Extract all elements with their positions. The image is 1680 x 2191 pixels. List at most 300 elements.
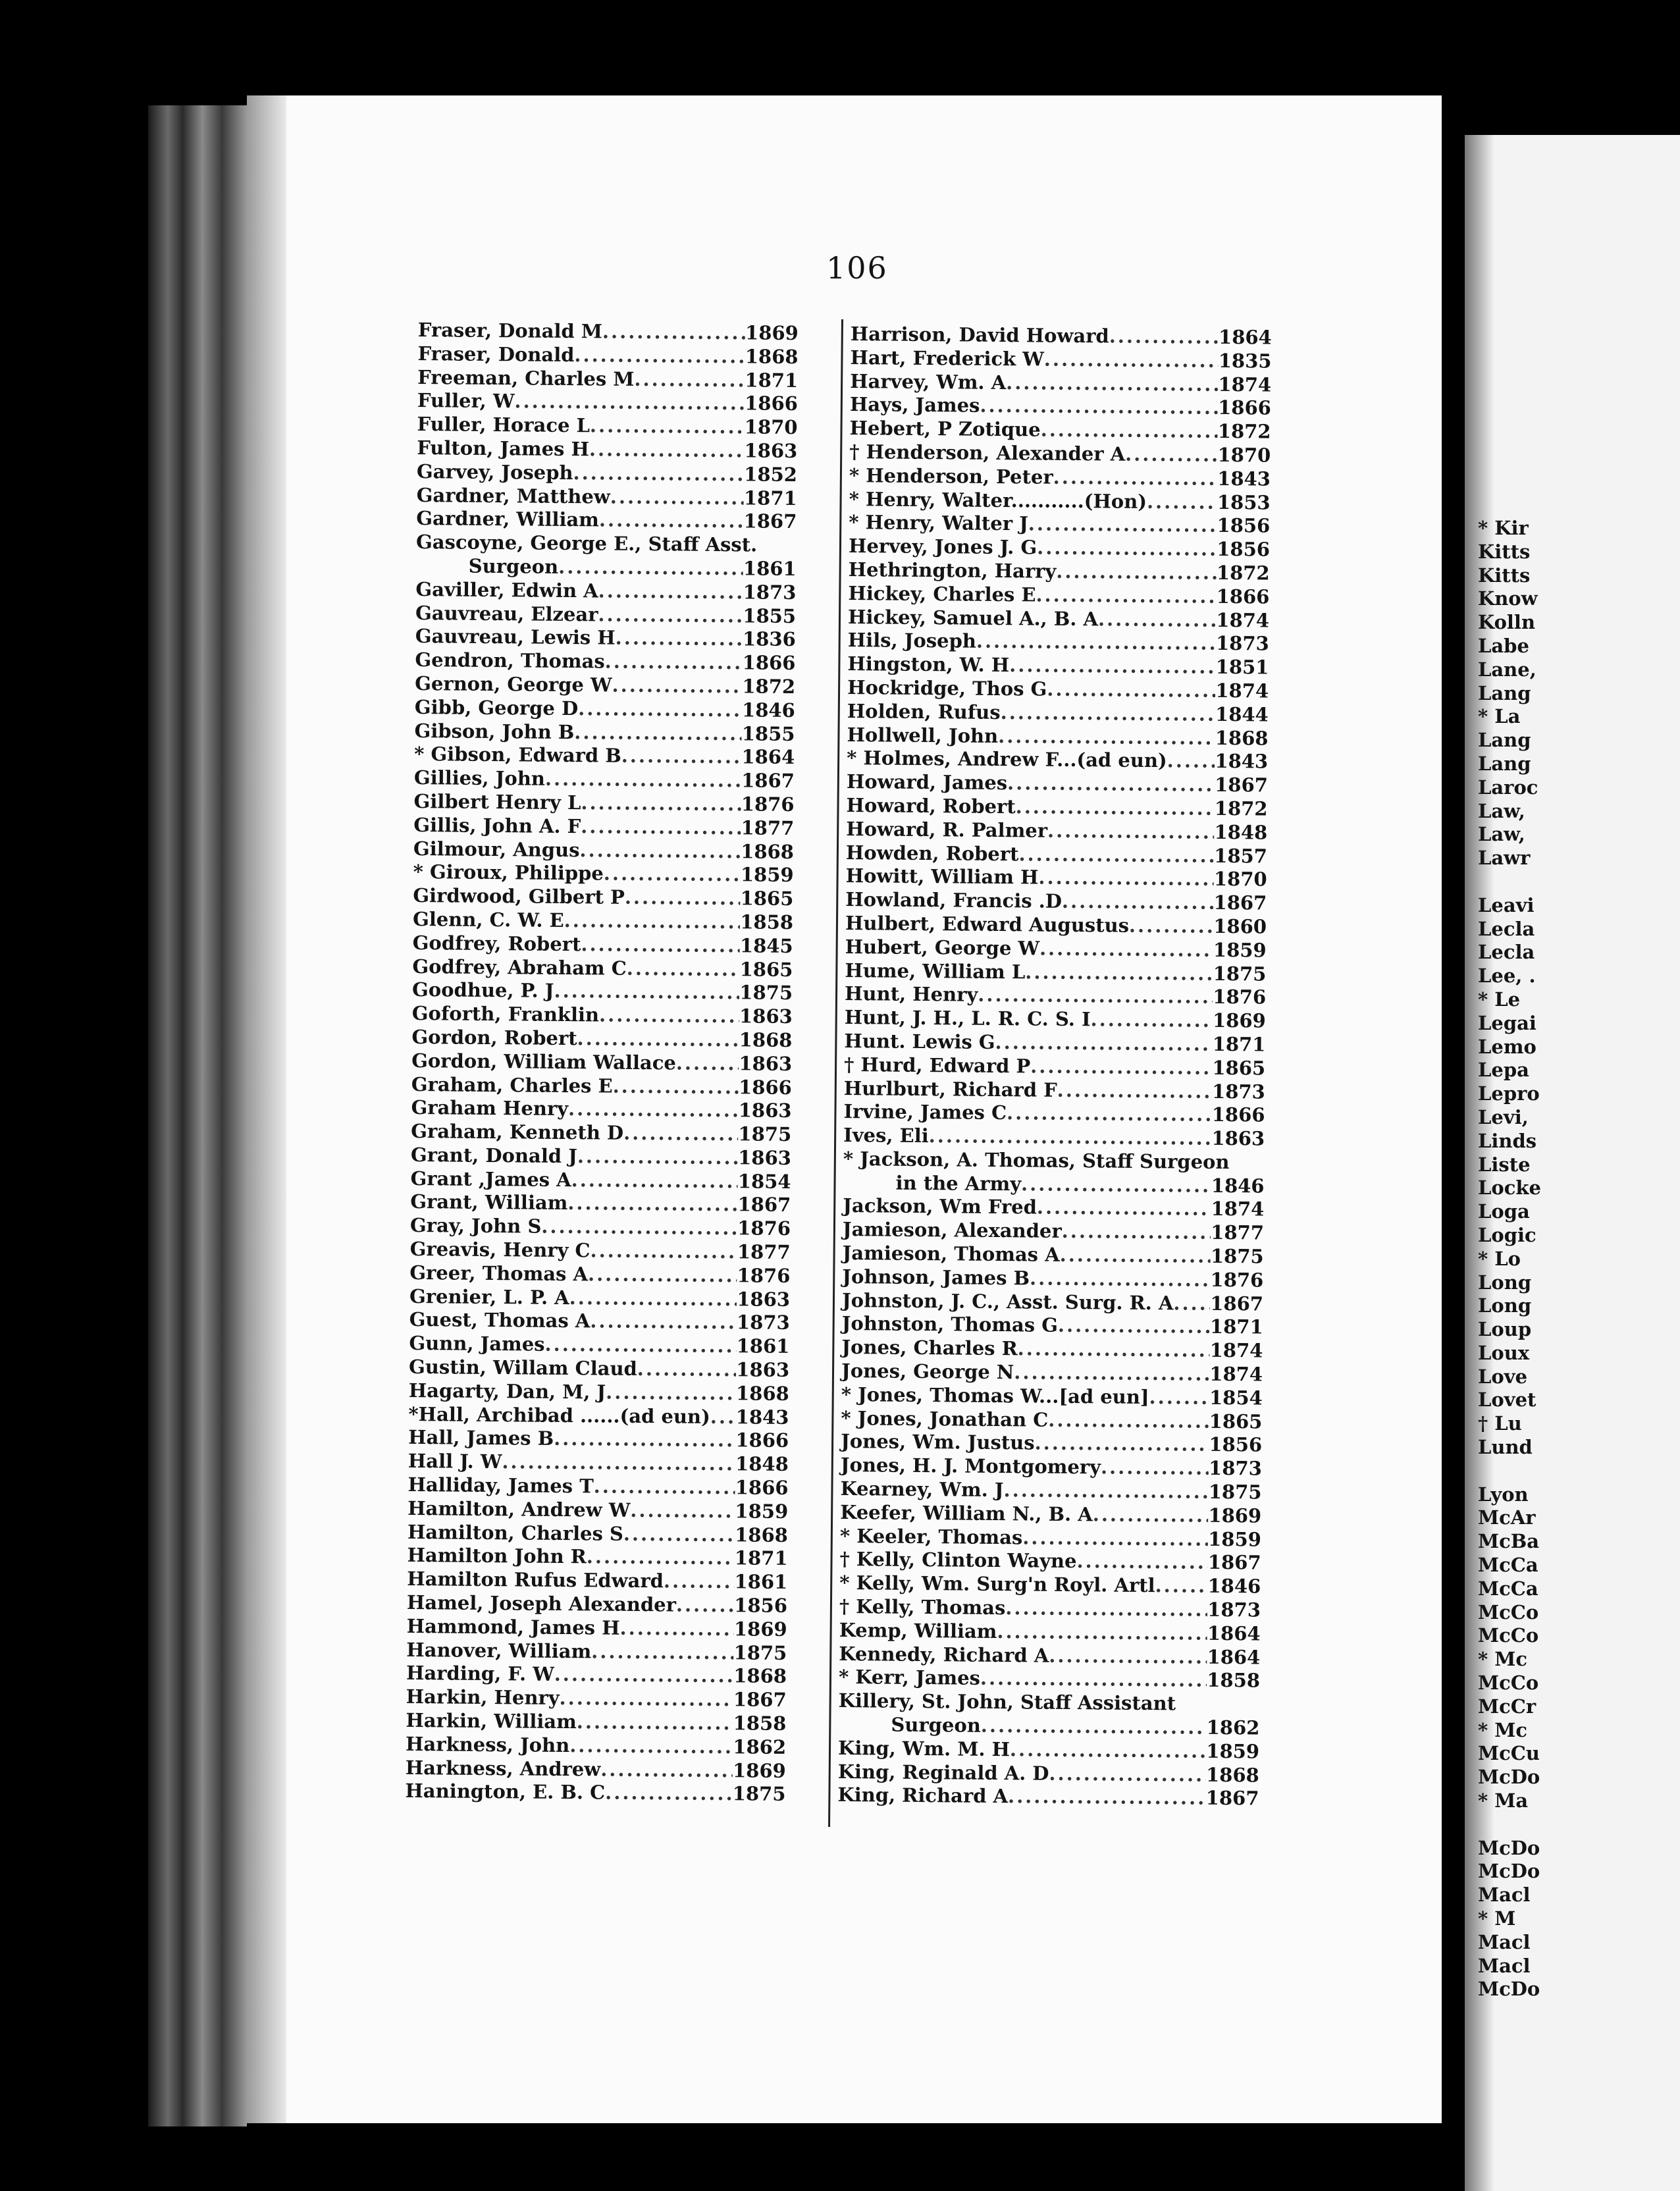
truncated-entry: Law,	[1478, 799, 1525, 822]
entry-name: Gauvreau, Elzear	[415, 601, 598, 625]
entry-year: 1867	[1207, 1551, 1261, 1574]
entry-year: 1875	[733, 1641, 787, 1664]
directory-entry	[846, 864, 1267, 891]
truncated-entry: Lang	[1478, 681, 1531, 704]
dot-leader	[541, 1215, 737, 1240]
entry-name: Gascoyne, George E., Staff Asst.	[415, 531, 758, 556]
directory-entry	[849, 511, 1270, 538]
entry-name: * Giroux, Philippe	[413, 860, 604, 885]
directory-entry	[417, 366, 798, 393]
entry-name: Howden, Robert	[845, 841, 1019, 865]
entry-year: 1856	[1217, 514, 1271, 537]
dot-leader	[980, 394, 1218, 420]
directory-entry	[843, 1100, 1265, 1127]
dot-leader	[1147, 490, 1217, 515]
directory-entry	[410, 1238, 791, 1265]
dot-leader	[1056, 560, 1217, 585]
truncated-entry	[1478, 1460, 1680, 1483]
entry-year: 1848	[735, 1452, 789, 1476]
entry-year: 1835	[1218, 349, 1272, 373]
truncated-entry: McDo	[1478, 1978, 1540, 2001]
entry-year: 1877	[741, 816, 795, 839]
dot-leader	[1047, 819, 1215, 844]
dot-leader	[1007, 772, 1215, 797]
dot-leader	[571, 1169, 738, 1194]
entry-name: Hubert, George W	[845, 935, 1040, 960]
entry-year: 1864	[741, 745, 795, 769]
entry-year: 1872	[1214, 797, 1268, 820]
directory-entry	[841, 1454, 1262, 1481]
entry-name: Surgeon	[891, 1713, 982, 1737]
directory-entry	[414, 766, 795, 793]
directory-entry	[845, 936, 1267, 963]
truncated-entry	[1478, 870, 1680, 894]
entry-year: 1843	[1217, 467, 1271, 490]
entry-year: 1855	[743, 604, 797, 627]
truncated-entry: Lepa	[1478, 1059, 1529, 1082]
entry-year: 1863	[739, 1052, 793, 1075]
directory-entry	[409, 1261, 790, 1288]
entry-name: Graham, Kenneth D	[411, 1120, 624, 1144]
dot-leader	[1129, 914, 1214, 939]
dot-leader	[589, 438, 745, 463]
entry-name: * Kerr, James	[838, 1666, 981, 1690]
entry-year: 1852	[744, 463, 798, 486]
truncated-entry: Loga	[1478, 1200, 1530, 1223]
dot-leader	[1044, 348, 1219, 373]
entry-name: Killery, St. John, Staff Assistant	[838, 1689, 1176, 1715]
entry-year: 1863	[737, 1287, 791, 1311]
entry-name: Hamilton John R	[407, 1544, 587, 1568]
dot-leader	[1125, 443, 1218, 467]
entry-year: 1870	[744, 415, 798, 439]
directory-entry	[837, 1783, 1259, 1810]
entry-name: Girdwood, Gilbert P	[413, 884, 625, 909]
truncated-entry: Labe	[1478, 634, 1529, 657]
entry-name: Gilbert Henry L	[413, 789, 581, 814]
directory-entry	[843, 1148, 1265, 1175]
entry-year: 1873	[743, 581, 797, 604]
directory-entry	[413, 908, 793, 935]
entry-year: 1856	[1217, 538, 1271, 561]
entry-name: Johnston, Thomas G	[841, 1312, 1059, 1337]
entry-year: 1836	[742, 627, 796, 651]
entry-name: in the Army	[895, 1171, 1022, 1195]
directory-entry	[417, 413, 797, 440]
entry-year: 1869	[733, 1618, 787, 1641]
truncated-entry: Kitts	[1478, 564, 1531, 587]
dot-leader	[1039, 937, 1213, 962]
entry-name: Keefer, William N., B. A	[840, 1500, 1093, 1526]
directory-entry	[415, 696, 795, 723]
entry-name: * Keeler, Thomas	[839, 1524, 1023, 1548]
directory-entry	[417, 389, 798, 416]
dot-leader	[995, 1031, 1212, 1057]
dot-leader	[577, 1027, 739, 1052]
directory-entry	[840, 1501, 1261, 1528]
dot-leader	[1035, 1432, 1209, 1457]
dot-leader	[1036, 583, 1216, 608]
dot-leader	[569, 1286, 737, 1311]
entry-name: Gibson, John B	[414, 719, 575, 743]
entry-year: 1868	[735, 1523, 789, 1546]
directory-entry	[411, 1049, 792, 1076]
entry-name: Ives, Eli	[843, 1124, 929, 1148]
dot-leader	[1030, 1055, 1212, 1080]
truncated-entry: McCa	[1478, 1554, 1538, 1577]
dot-leader	[1090, 1008, 1213, 1032]
entry-name: Gaviller, Edwin A	[415, 577, 598, 602]
directory-entry	[417, 460, 797, 487]
dot-leader	[1173, 1292, 1210, 1315]
entry-year: 1868	[1215, 726, 1269, 750]
dot-leader	[573, 462, 744, 487]
entry-name: Surgeon	[468, 554, 559, 578]
entry-year: 1873	[1215, 632, 1269, 655]
entry-name: Greer, Thomas A	[409, 1261, 589, 1286]
entry-name: Hils, Joseph	[847, 629, 977, 653]
dot-leader	[599, 509, 744, 534]
entry-name: * Jones, Jonathan C	[841, 1406, 1049, 1431]
dot-leader	[602, 320, 745, 345]
truncated-entry: Lyon	[1478, 1483, 1529, 1506]
truncated-entry: Lang	[1478, 752, 1531, 775]
entry-year: 1867	[737, 1193, 791, 1217]
truncated-entry: Lang	[1478, 729, 1531, 752]
dot-leader	[619, 1617, 734, 1641]
entry-name: Harkness, Andrew	[405, 1756, 601, 1781]
entry-year: 1868	[739, 1028, 793, 1051]
dot-leader	[599, 1004, 739, 1029]
entry-name: Grant ,James A	[410, 1167, 571, 1191]
entry-name: Godfrey, Robert	[412, 931, 581, 955]
entry-year: 1875	[1213, 962, 1267, 986]
directory-entry	[843, 1194, 1264, 1221]
directory-entry	[407, 1473, 788, 1500]
directory-entry	[411, 1144, 791, 1171]
entry-year: 1863	[738, 1146, 792, 1169]
directory-entry	[848, 582, 1269, 609]
directory-entry	[849, 417, 1271, 444]
entry-year: 1846	[741, 699, 795, 722]
directory-entry	[407, 1615, 787, 1642]
dot-leader	[1047, 678, 1215, 703]
entry-name: Hammond, James H	[406, 1614, 620, 1639]
entry-year: 1865	[739, 957, 793, 981]
directory-entry	[843, 1242, 1264, 1269]
dot-leader	[613, 1074, 739, 1099]
directory-entry	[839, 1619, 1261, 1646]
entry-year: 1874	[1218, 373, 1272, 396]
directory-entry	[410, 1214, 791, 1241]
dot-leader	[981, 1714, 1207, 1740]
directory-entry	[843, 1171, 1264, 1198]
entry-name: Hall J. W	[407, 1450, 502, 1473]
truncated-entry: Lecla	[1478, 917, 1535, 940]
truncated-entry: * La	[1478, 705, 1521, 728]
directory-entry	[841, 1383, 1263, 1410]
directory-entry	[406, 1662, 787, 1689]
entry-name: Grant, William	[410, 1190, 568, 1215]
entry-name: Jones, Charles R	[841, 1336, 1018, 1360]
entry-name: Irvine, James C	[843, 1100, 1007, 1124]
entry-year: 1869	[732, 1758, 786, 1782]
directory-entry	[410, 1167, 791, 1194]
entry-year: 1863	[739, 1005, 793, 1028]
entry-year: 1858	[740, 911, 794, 934]
dot-leader	[598, 579, 743, 604]
dot-leader	[1057, 1078, 1213, 1103]
dot-leader	[1037, 1196, 1211, 1221]
entry-year: 1866	[1216, 585, 1270, 608]
entry-name: Godfrey, Abraham C	[412, 955, 627, 980]
dot-leader	[1038, 866, 1214, 891]
truncated-entry: * Mc	[1478, 1648, 1528, 1671]
dot-leader	[1037, 537, 1217, 562]
dot-leader	[577, 1710, 733, 1735]
entry-name: Howard, James	[846, 770, 1008, 795]
entry-year: 1846	[1207, 1575, 1261, 1598]
entry-year: 1843	[735, 1405, 789, 1429]
entry-year: 1867	[1205, 1787, 1259, 1810]
dot-leader	[590, 1239, 737, 1264]
directory-entry	[842, 1289, 1263, 1316]
entry-name: Hunt, J. H., L. R. C. S. I	[844, 1006, 1091, 1031]
directory-entry	[407, 1591, 787, 1618]
entry-year: 1876	[1210, 1268, 1264, 1292]
entry-year: 1854	[737, 1169, 791, 1193]
dot-leader	[1003, 1479, 1209, 1504]
truncated-entry: * Kir	[1478, 517, 1529, 539]
entry-year: 1868	[1205, 1763, 1259, 1787]
entry-name: Goodhue, P. J	[411, 978, 554, 1003]
truncated-entry: * Lo	[1478, 1247, 1521, 1270]
directory-entry	[850, 393, 1271, 420]
entry-name: Jackson, Wm Fred	[843, 1194, 1037, 1219]
dot-leader	[600, 1758, 733, 1783]
dot-leader	[1018, 1338, 1210, 1363]
entry-name: Howard, Robert	[846, 793, 1016, 818]
directory-entry	[851, 323, 1272, 350]
truncated-entry: * Mc	[1478, 1718, 1528, 1741]
directory-entry	[407, 1568, 787, 1595]
directory-entry	[413, 790, 794, 817]
dot-leader	[1016, 795, 1215, 820]
directory-entry	[839, 1666, 1260, 1693]
entry-name: Howland, Francis .D	[845, 888, 1063, 912]
directory-entry	[841, 1359, 1263, 1386]
entry-name: Gillies, John	[413, 766, 546, 790]
dot-leader	[625, 886, 741, 911]
dot-leader	[630, 1499, 735, 1523]
entry-year: 1859	[735, 1500, 789, 1523]
directory-entry	[839, 1689, 1260, 1716]
truncated-entry: McDo	[1478, 1860, 1540, 1883]
truncated-entry: Liste	[1478, 1153, 1531, 1176]
directory-entry	[843, 1218, 1264, 1245]
truncated-entry: Leavi	[1478, 893, 1535, 916]
truncated-entry: McDo	[1478, 1836, 1540, 1859]
dot-leader	[1008, 1785, 1206, 1810]
directory-entry	[849, 535, 1270, 562]
directory-entry	[408, 1450, 789, 1477]
entry-year: 1865	[740, 887, 794, 911]
dot-leader	[976, 630, 1216, 656]
dot-leader	[1049, 1644, 1207, 1669]
dot-leader	[637, 1358, 737, 1382]
truncated-entry: Long	[1478, 1294, 1532, 1317]
entry-name: Holden, Rufus	[847, 699, 1001, 724]
truncated-entry: Lawr	[1478, 847, 1531, 870]
entry-name: Gilmour, Angus	[413, 837, 580, 861]
entry-year: 1863	[1211, 1126, 1265, 1150]
entry-year: 1856	[1209, 1433, 1263, 1456]
dot-leader	[997, 1620, 1207, 1646]
truncated-entry: Lepro	[1478, 1082, 1540, 1105]
entry-year: 1867	[743, 510, 797, 533]
truncated-entry: McCu	[1478, 1742, 1540, 1765]
directory-entry	[842, 1312, 1263, 1339]
directory-entry	[839, 1571, 1261, 1598]
truncated-entry: McAr	[1478, 1506, 1536, 1529]
entry-name: Hollwell, John	[847, 723, 999, 747]
entry-year: 1876	[741, 793, 795, 816]
dot-leader	[590, 1310, 737, 1335]
entry-year: 1872	[1217, 420, 1271, 443]
directory-entry	[845, 888, 1267, 915]
entry-year: 1868	[735, 1382, 789, 1405]
entry-year: 1871	[1209, 1315, 1263, 1338]
entry-year: 1858	[1207, 1669, 1261, 1692]
entry-year: 1870	[1217, 443, 1271, 467]
entry-name: Glenn, C. W. E	[412, 907, 564, 932]
entry-year: 1859	[1213, 938, 1267, 962]
entry-year: 1856	[734, 1594, 788, 1618]
truncated-entry: Locke	[1478, 1176, 1541, 1200]
truncated-entry: Lund	[1478, 1436, 1533, 1459]
directory-entry	[846, 841, 1267, 868]
truncated-entry: McCo	[1478, 1624, 1539, 1647]
truncated-entry: Macl	[1478, 1930, 1531, 1953]
book-spine-edge	[148, 105, 247, 2126]
entry-year: 1859	[1208, 1527, 1262, 1551]
entry-year: 1853	[1217, 490, 1271, 514]
directory-entry	[406, 1733, 786, 1760]
entry-name: * Jones, Thomas W...[ad eun]	[841, 1383, 1149, 1408]
dot-leader	[676, 1594, 735, 1618]
entry-name: Fulton, James H	[417, 436, 590, 461]
directory-entry	[847, 652, 1269, 679]
entry-year: 1866	[745, 392, 799, 415]
entry-name: Fraser, Donald	[417, 342, 575, 366]
entry-year: 1876	[737, 1217, 791, 1240]
entry-name: * Henry, Walter...........(Hon)	[849, 487, 1147, 513]
dot-leader	[627, 957, 740, 981]
entry-name: Hamilton Rufus Edward	[407, 1568, 664, 1593]
entry-name: * Jackson, A. Thomas, Staff Surgeon	[843, 1147, 1230, 1173]
directory-entry	[418, 319, 799, 346]
truncated-entry: Levi,	[1478, 1105, 1529, 1128]
truncated-entry: Loup	[1478, 1318, 1532, 1341]
dot-leader	[1022, 1526, 1208, 1551]
entry-name: Gordon, William Wallace	[411, 1049, 677, 1074]
entry-name: Johnston, J. C., Asst. Surg. R. A	[841, 1288, 1174, 1315]
entry-name: Harkin, Henry	[406, 1685, 560, 1710]
truncated-entry: Lecla	[1478, 941, 1535, 964]
dot-leader	[612, 674, 742, 699]
directory-column-right	[837, 323, 1272, 1811]
entry-name: Hanington, E. B. C	[405, 1780, 606, 1804]
entry-year: 1858	[733, 1712, 787, 1735]
entry-year: 1864	[1207, 1622, 1261, 1645]
entry-name: *Hall, Archibad ......(ad eun)	[408, 1402, 710, 1428]
directory-entry	[845, 912, 1267, 939]
entry-year: 1872	[1216, 561, 1270, 585]
directory-entry	[411, 1072, 792, 1099]
directory-entry	[406, 1685, 787, 1712]
truncated-entry: Legai	[1478, 1011, 1536, 1034]
entry-name: Hebert, P Zotique	[849, 417, 1041, 441]
directory-entry	[411, 1026, 792, 1053]
dot-leader	[590, 414, 745, 439]
entry-year: 1871	[734, 1546, 788, 1570]
directory-entry	[841, 1336, 1263, 1363]
directory-entry	[417, 436, 797, 463]
entry-year: 1846	[1211, 1174, 1265, 1198]
dot-leader	[581, 815, 741, 840]
entry-year: 1859	[740, 863, 794, 887]
entry-name: Hamilton, Charles S	[407, 1520, 624, 1545]
entry-year: 1874	[1209, 1339, 1263, 1362]
dot-leader	[1009, 654, 1216, 679]
truncated-entry: McCa	[1478, 1577, 1538, 1600]
dot-leader	[1060, 1244, 1211, 1269]
truncated-entry: * M	[1478, 1907, 1516, 1930]
truncated-entry: Law,	[1478, 823, 1525, 846]
entry-name: * Gibson, Edward B	[414, 743, 621, 768]
entry-year: 1864	[1218, 325, 1272, 349]
entry-name: Harkness, John	[405, 1732, 570, 1756]
directory-entry	[405, 1780, 785, 1807]
dot-leader	[564, 909, 741, 934]
entry-year: 1875	[1208, 1480, 1262, 1504]
entry-year: 1866	[742, 651, 796, 675]
dot-leader	[605, 1782, 733, 1806]
right-page-fragment	[1465, 135, 1680, 2191]
entry-year: 1874	[1215, 679, 1269, 702]
dot-leader	[544, 1333, 736, 1358]
dot-leader	[1041, 419, 1218, 444]
entry-year: 1862	[733, 1735, 787, 1758]
entry-name: * Henderson, Peter	[849, 463, 1053, 488]
page-number: 106	[826, 250, 888, 286]
entry-name: Hume, William L	[845, 959, 1026, 983]
entry-name: Gardner, William	[416, 507, 600, 531]
entry-name: Hart, Frederick W	[850, 346, 1044, 371]
directory-entry	[844, 1030, 1265, 1057]
dot-leader	[1030, 1267, 1211, 1292]
dot-leader	[978, 984, 1213, 1009]
entry-name: Howitt, William H	[845, 864, 1039, 889]
dot-leader	[1062, 890, 1214, 915]
entry-year: 1854	[1209, 1386, 1263, 1410]
dot-leader	[610, 485, 744, 510]
entry-year: 1865	[1209, 1410, 1263, 1433]
directory-entry	[416, 507, 797, 534]
entry-name: † Hurd, Edward P	[844, 1053, 1031, 1078]
dot-leader	[616, 627, 743, 651]
dot-leader	[587, 1546, 735, 1571]
